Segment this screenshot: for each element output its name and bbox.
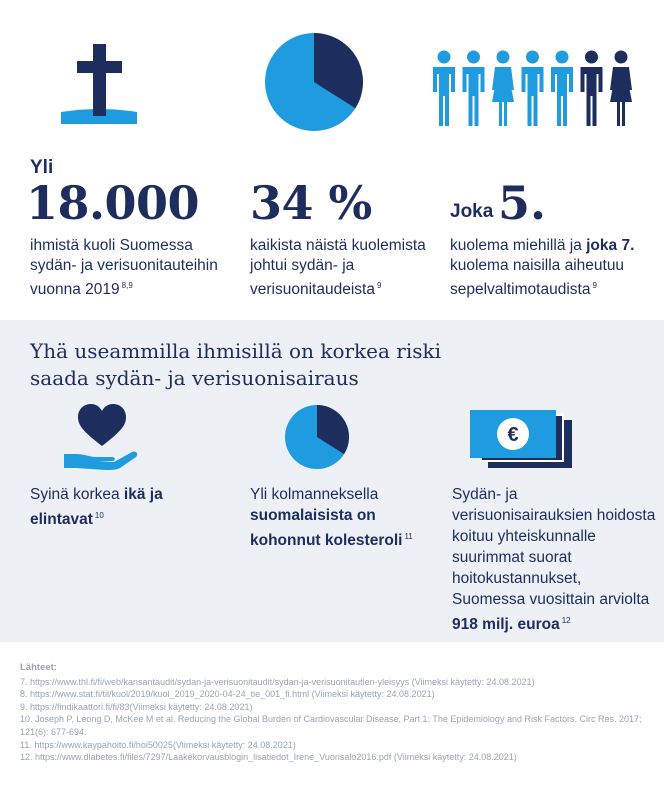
deaths-description: ihmistä kuoli Suomessa sydän- ja verisuonitauteihin vuonna 2019 $^{8,9}$ [30, 237, 218, 298]
reference-number: 10 [94, 511, 104, 520]
reference-number: 12 [561, 616, 571, 625]
risk-factor-cholesterol: Yli kolmanneksella suomalaisista on kohonnut kolesteroli $^{11}$ [250, 486, 413, 549]
source-line: 10. Joseph P, Leong D, McKee M et al. Reducing the Global Burden of Cardiovascular Disease, Part 1: The Epidemiology and Risk Factors. Circ Res. 2017; 121(6): 677-694. [20, 714, 642, 737]
person-figure [433, 51, 455, 127]
sources-list [20, 662, 650, 764]
person-figure [492, 51, 514, 127]
reference-number: 9 [592, 281, 597, 290]
svg-text:€: € [507, 424, 519, 446]
source-line: 8. https://www.stat.fi/til/kuol/2019/kuol_2019_2020-04-24_tie_001_fi.html (Viimeksi käytetty: 24.08.2021) [20, 689, 435, 700]
euro-banknotes-icon [470, 410, 574, 470]
heart-in-hand-icon [62, 404, 146, 470]
pie-chart-icon [284, 404, 350, 470]
share-description: kaikista näistä kuolemista johtui sydän- ja verisuonitaudeista $^9$ [250, 237, 426, 298]
coronary-description: kuolema miehillä ja joka 7. kuolema naisilla aiheutuu sepelvaltimotaudista $^9$ [450, 237, 635, 298]
share-number: 34 % [250, 176, 372, 230]
coronary-number: 5. [498, 176, 547, 230]
source-line: 9. https://findikaattori.fi/fi/83(Viimeksi käytetty: 24.08.2021) [20, 701, 253, 712]
reference-number: 8,9 [121, 281, 133, 290]
person-figure [610, 51, 632, 127]
person-figure [522, 51, 544, 127]
person-figure [551, 51, 573, 127]
risk-factor-age: Syinä korkea ikä ja elintavat $^{10}$ [30, 486, 163, 528]
sources-title: Lähteet: [20, 662, 57, 673]
reference-number: 11 [404, 532, 413, 541]
deaths-number: 18.000 [26, 176, 200, 230]
person-figure [581, 51, 603, 127]
people-row-icon [430, 50, 642, 126]
risk-section-title: Yhä useammilla ihmisillä on korkea riski saada sydän- ja verisuonisairaus [30, 339, 442, 390]
source-line: 12. https://www.diabetes.fi/files/7297/Laakekorvausblogin_lisatiedot_Irene_Vuorisalo2016.pdf (Viimeksi käytetty: 24.08.2021) [20, 752, 517, 763]
person-figure [463, 51, 485, 127]
cross-on-grave-icon [58, 44, 140, 124]
coronary-prefix: Joka [450, 201, 494, 222]
pie-chart-icon [264, 32, 364, 132]
deaths-prefix: Yli [30, 157, 54, 178]
treatment-cost: Sydän- ja verisuonisairauksien hoidosta koituu yhteiskunnalle suurimmat suorat hoitokustannukset, Suomessa vuosittain arviolta 918 milj. euroa $^{12}$ [452, 486, 656, 633]
source-line: 11. https://www.kaypahoito.fi/hoi50025(Viimeksi käytetty: 24.08.2021) [20, 739, 296, 750]
source-line: 7. https://www.thl.fi/fi/web/kansantaudit/sydan-ja-verisuonitaudit/sydan-ja-verisuonitautien-yleisyys (Viimeksi käytetty: 24.08.2021) [20, 676, 535, 687]
reference-number: 9 [376, 281, 382, 290]
